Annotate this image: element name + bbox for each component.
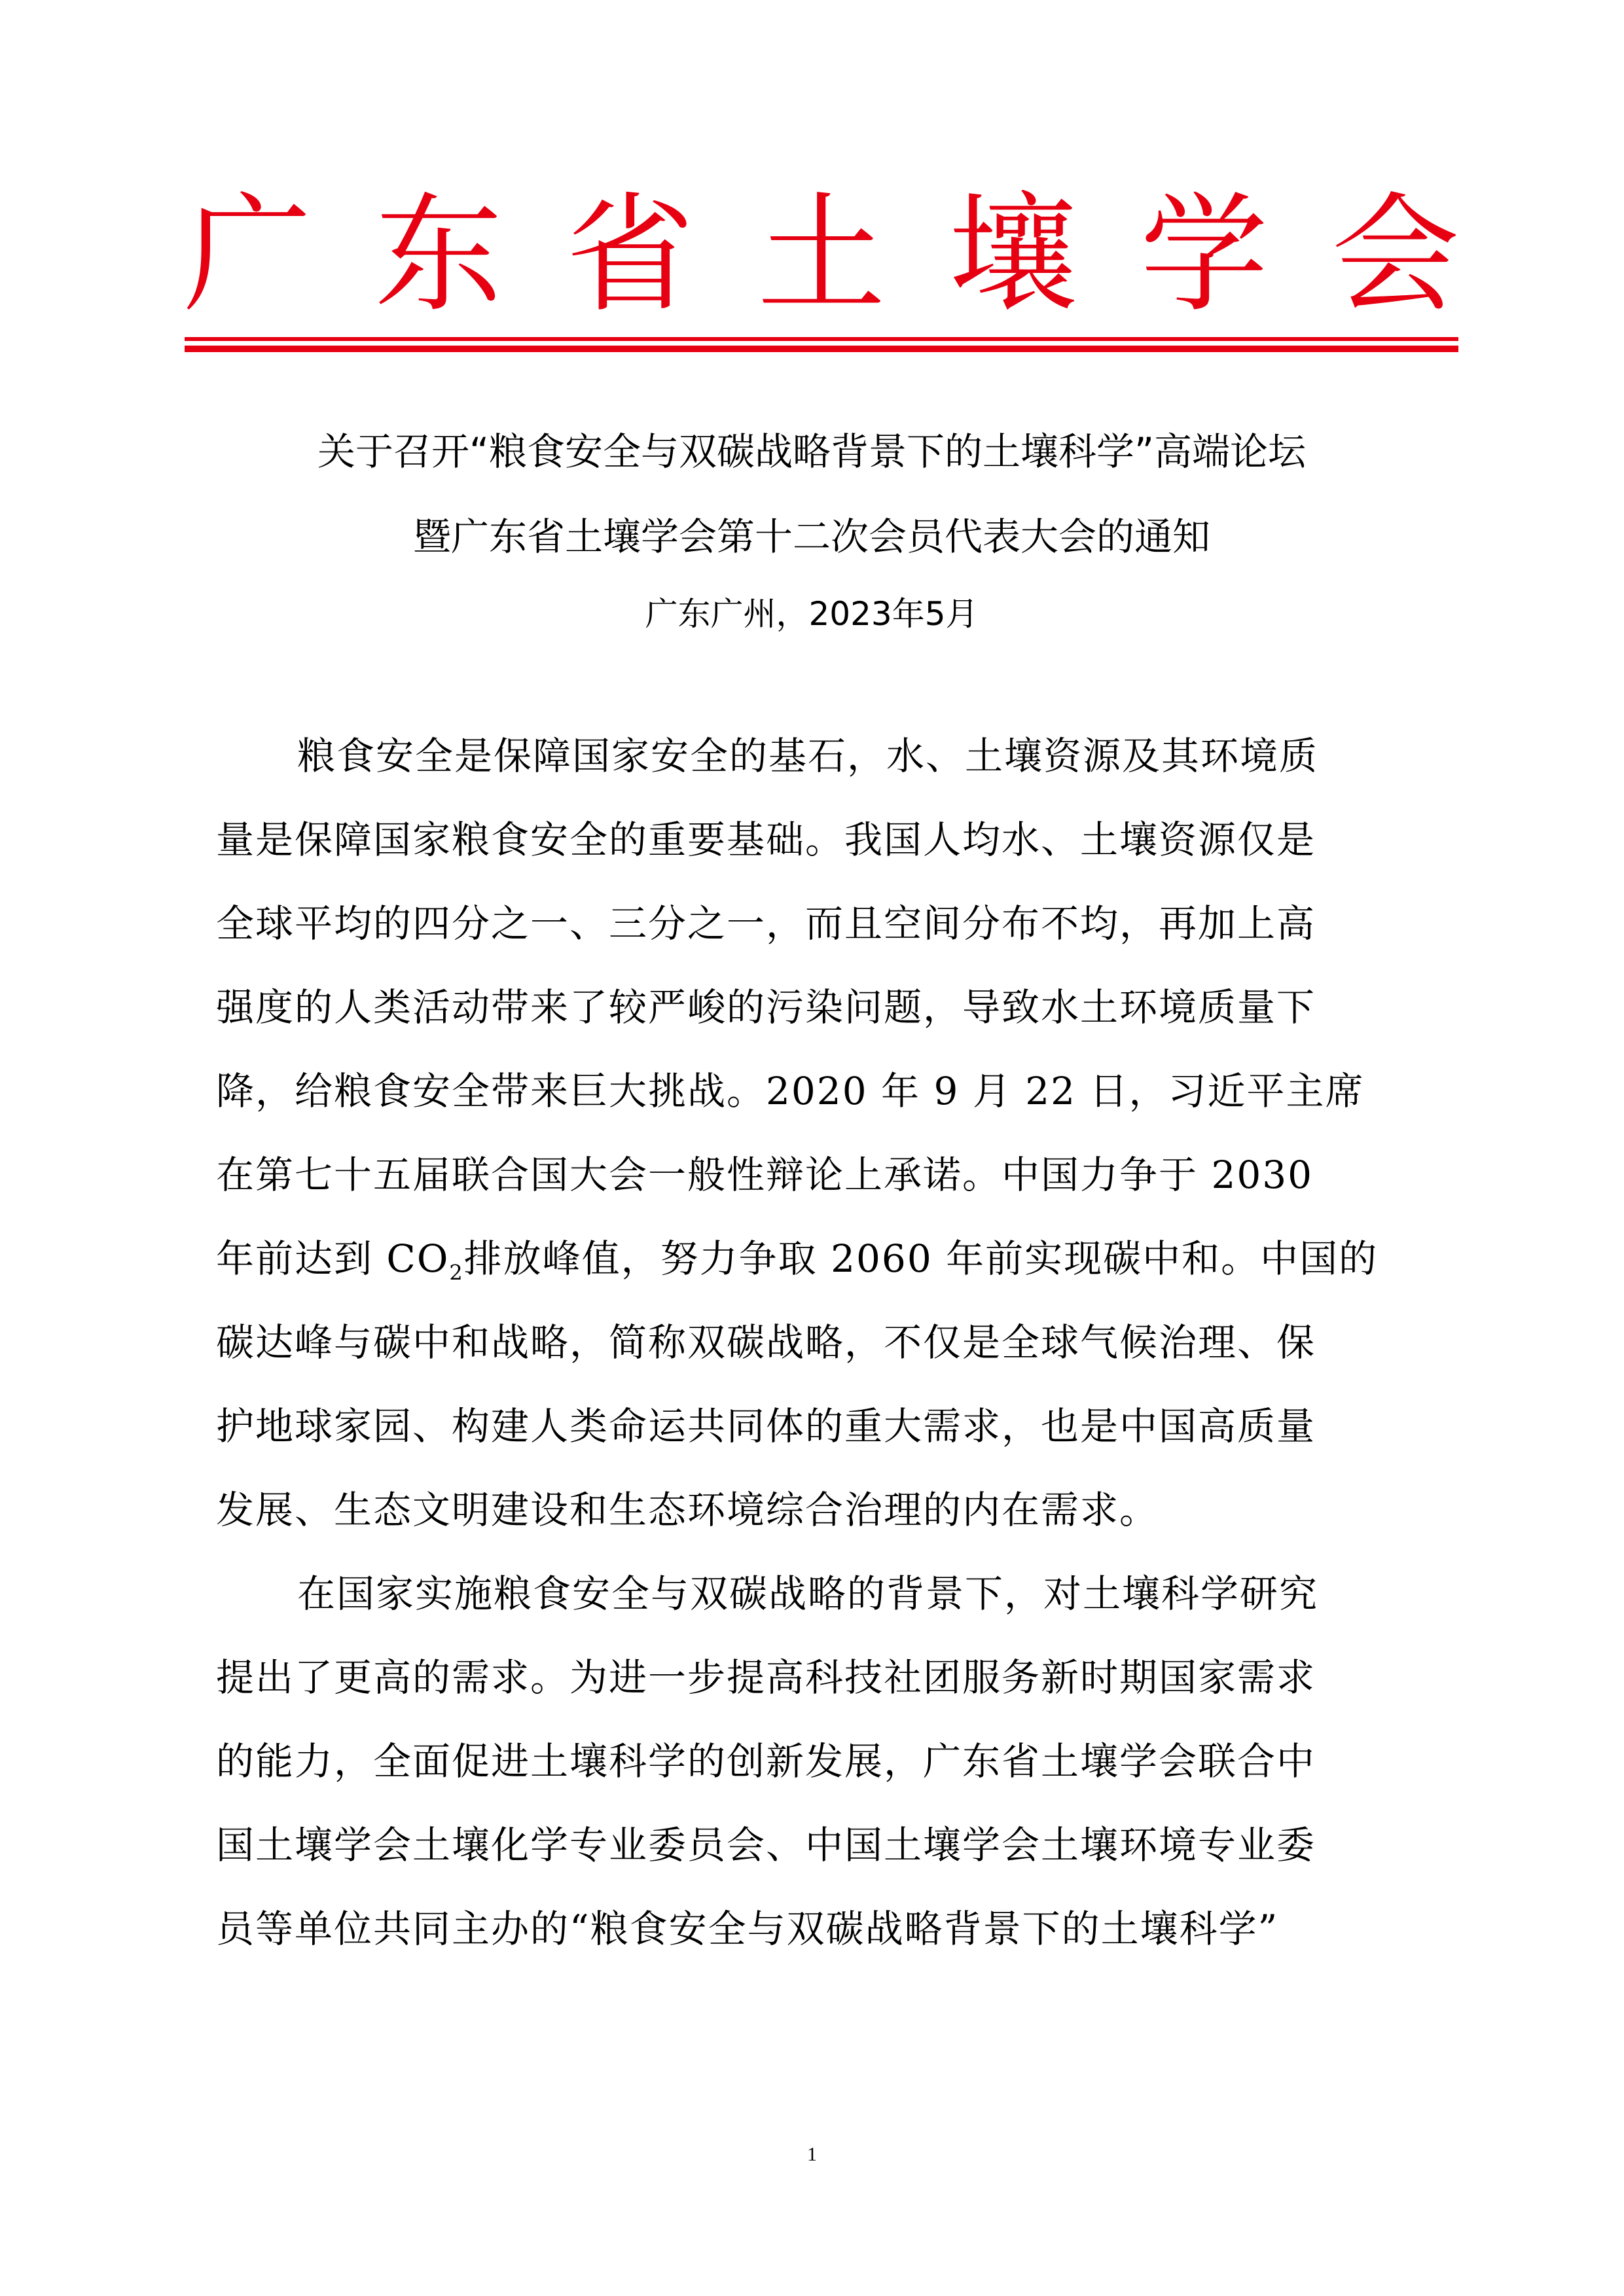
- body-line: 员等单位共同主办的“粮食安全与双碳战略背景下的土壤科学”: [216, 1907, 1279, 1951]
- letterhead-char: 学: [1140, 181, 1269, 330]
- body-line: 发展、生态文明建设和生态环境综合治理的内在需求。: [216, 1488, 1159, 1532]
- notice-title-line-2: 暨广东省土壤学会第十二次会员代表大会的通知: [412, 514, 1210, 559]
- letterhead-char: 会: [1331, 181, 1460, 330]
- body-line: 强度的人类活动带来了较严峻的污染问题，导致水土环境质量下: [216, 985, 1316, 1030]
- body-line: 粮食安全是保障国家安全的基石，水、土壤资源及其环境质: [297, 734, 1319, 778]
- body-line: 在国家实施粮食安全与双碳战略的背景下，对土壤科学研究: [297, 1571, 1319, 1616]
- body-line: 在第七十五届联合国大会一般性辩论上承诺。中国力争于 2030: [216, 1153, 1314, 1197]
- letterhead-char: 省: [566, 181, 695, 330]
- body-text: 排放峰值，努力争取 2060 年前实现碳中和。中国的: [463, 1236, 1379, 1281]
- letterhead-char: 土: [757, 181, 886, 330]
- body-line: 降，给粮食安全带来巨大挑战。2020 年 9 月 22 日，习近平主席: [216, 1069, 1365, 1113]
- body-line: 全球平均的四分之一、三分之一，而且空间分布不均，再加上高: [216, 901, 1316, 946]
- body-line: 国土壤学会土壤化学专业委员会、中国土壤学会土壤环境专业委: [216, 1823, 1316, 1867]
- body-line: 的能力，全面促进土壤科学的创新发展，广东省土壤学会联合中: [216, 1739, 1316, 1784]
- body-line: 量是保障国家粮食安全的重要基础。我国人均水、土壤资源仅是: [216, 817, 1316, 862]
- formula-subscript: 2: [449, 1260, 464, 1285]
- body-text: 年前达到 CO: [216, 1236, 450, 1281]
- body-line: 护地球家园、构建人类命运共同体的重大需求，也是中国高质量: [216, 1404, 1316, 1448]
- letterhead-divider-thick: [185, 346, 1458, 352]
- body-line: 碳达峰与碳中和战略，简称双碳战略，不仅是全球气候治理、保: [216, 1320, 1316, 1365]
- letterhead-org-name: [183, 177, 1460, 334]
- letterhead-char: 东: [374, 181, 503, 330]
- body-line-with-formula: [216, 1229, 1378, 1302]
- page-number: 1: [807, 2144, 817, 2165]
- body-line: 提出了更高的需求。为进一步提高科技社团服务新时期国家需求: [216, 1655, 1316, 1700]
- letterhead-char: 广: [183, 181, 312, 330]
- letterhead-divider-thin: [185, 337, 1458, 341]
- letterhead-char: 壤: [948, 181, 1077, 330]
- notice-place-date: 广东广州，2023年5月: [645, 595, 979, 633]
- notice-title-line-1: 关于召开“粮食安全与双碳战略背景下的土壤科学”高端论坛: [317, 429, 1307, 474]
